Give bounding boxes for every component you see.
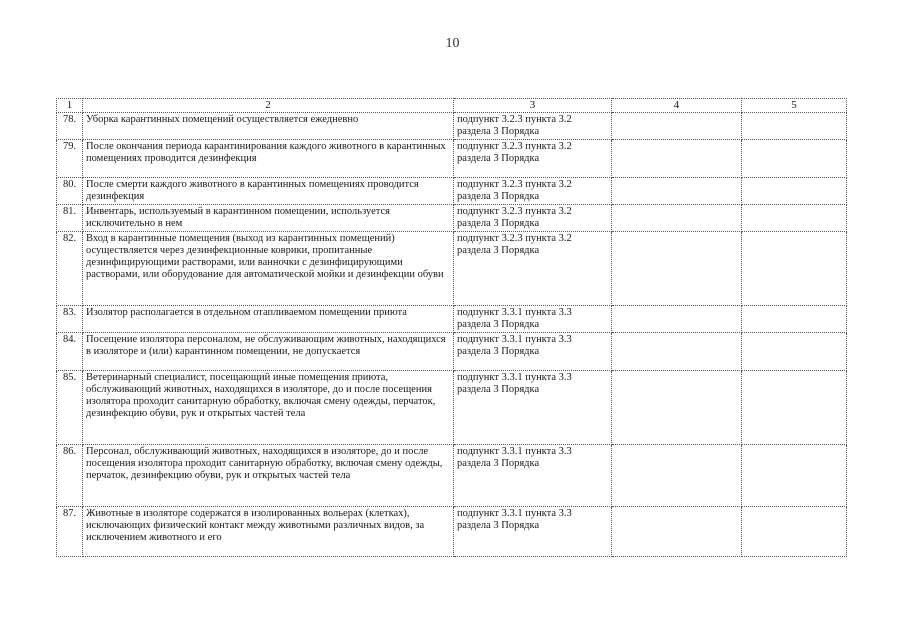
requirement-text: Животные в изоляторе содержатся в изолированных вольерах (клетках), исключающих физический контакт между животными различных видов, за исключением животного и его [83, 507, 454, 557]
column-4-cell [612, 140, 742, 178]
table-row [57, 333, 847, 371]
column-5-cell [742, 333, 847, 371]
column-5-cell [742, 140, 847, 178]
row-number: 84. [57, 333, 83, 371]
column-5-cell [742, 232, 847, 306]
column-5-cell [742, 205, 847, 232]
column-4-cell [612, 178, 742, 205]
table-row [57, 507, 847, 557]
column-5-cell [742, 113, 847, 140]
column-4-cell [612, 113, 742, 140]
row-number: 83. [57, 306, 83, 333]
regulation-reference: подпункт 3.3.1 пункта 3.3 раздела 3 Порядка [454, 507, 612, 557]
requirement-text: Персонал, обслуживающий животных, находящихся в изоляторе, до и после посещения изолятора проходит санитарную обработку, включая смену одежды, перчаток, дезинфекцию обуви, рук и открытых частей тела [83, 445, 454, 507]
requirement-text: Изолятор располагается в отдельном отапливаемом помещении приюта [83, 306, 454, 333]
table-row [57, 178, 847, 205]
regulation-reference: подпункт 3.2.3 пункта 3.2 раздела 3 Порядка [454, 232, 612, 306]
column-4-cell [612, 205, 742, 232]
table-row [57, 445, 847, 507]
row-number: 79. [57, 140, 83, 178]
row-number: 80. [57, 178, 83, 205]
table-body [57, 113, 847, 557]
table-row [57, 232, 847, 306]
regulation-reference: подпункт 3.2.3 пункта 3.2 раздела 3 Порядка [454, 178, 612, 205]
column-4-cell [612, 333, 742, 371]
column-5-cell [742, 371, 847, 445]
page-number: 10 [445, 36, 460, 51]
row-number: 81. [57, 205, 83, 232]
column-header: 5 [742, 99, 847, 113]
row-number: 82. [57, 232, 83, 306]
regulation-reference: подпункт 3.3.1 пункта 3.3 раздела 3 Порядка [454, 371, 612, 445]
requirement-text: Вход в карантинные помещения (выход из карантинных помещений) осуществляется через дезинфекционные коврики, пропитанные дезинфицирующими растворами, или ванночки с дезинфицирующими растворами, или оборудование для автоматической мойки и дезинфекции обуви [83, 232, 454, 306]
table-row [57, 205, 847, 232]
requirement-text: Инвентарь, используемый в карантинном помещении, используется исключительно в нем [83, 205, 454, 232]
header-row [57, 99, 847, 113]
column-5-cell [742, 507, 847, 557]
column-header: 3 [454, 99, 612, 113]
requirement-text: После смерти каждого животного в карантинных помещениях проводится дезинфекция [83, 178, 454, 205]
table-row [57, 306, 847, 333]
checklist-table [56, 98, 847, 557]
row-number: 78. [57, 113, 83, 140]
column-4-cell [612, 507, 742, 557]
column-4-cell [612, 371, 742, 445]
regulation-reference: подпункт 3.2.3 пункта 3.2 раздела 3 Порядка [454, 205, 612, 232]
requirement-text: После окончания периода карантинирования каждого животного в карантинных помещениях проводится дезинфекция [83, 140, 454, 178]
row-number: 86. [57, 445, 83, 507]
row-number: 87. [57, 507, 83, 557]
table-header [57, 99, 847, 113]
requirement-text: Посещение изолятора персоналом, не обслуживающим животных, находящихся в изоляторе и (или) карантинном помещении, не допускается [83, 333, 454, 371]
column-5-cell [742, 306, 847, 333]
regulation-reference: подпункт 3.3.1 пункта 3.3 раздела 3 Порядка [454, 306, 612, 333]
column-4-cell [612, 306, 742, 333]
table-row [57, 140, 847, 178]
column-4-cell [612, 232, 742, 306]
column-5-cell [742, 445, 847, 507]
requirement-text: Ветеринарный специалист, посещающий иные помещения приюта, обслуживающий животных, находящихся в изоляторе, до и после посещения изолятора проходит санитарную обработку, включая смену одежды, перчаток, дезинфекцию обуви, рук и открытых частей тела [83, 371, 454, 445]
row-number: 85. [57, 371, 83, 445]
column-5-cell [742, 178, 847, 205]
regulation-reference: подпункт 3.3.1 пункта 3.3 раздела 3 Порядка [454, 445, 612, 507]
column-4-cell [612, 445, 742, 507]
column-header: 4 [612, 99, 742, 113]
column-header: 1 [57, 99, 83, 113]
column-header: 2 [83, 99, 454, 113]
regulation-reference: подпункт 3.2.3 пункта 3.2 раздела 3 Порядка [454, 113, 612, 140]
table-row [57, 113, 847, 140]
regulation-reference: подпункт 3.2.3 пункта 3.2 раздела 3 Порядка [454, 140, 612, 178]
regulation-reference: подпункт 3.3.1 пункта 3.3 раздела 3 Порядка [454, 333, 612, 371]
table-row [57, 371, 847, 445]
requirement-text: Уборка карантинных помещений осуществляется ежедневно [83, 113, 454, 140]
